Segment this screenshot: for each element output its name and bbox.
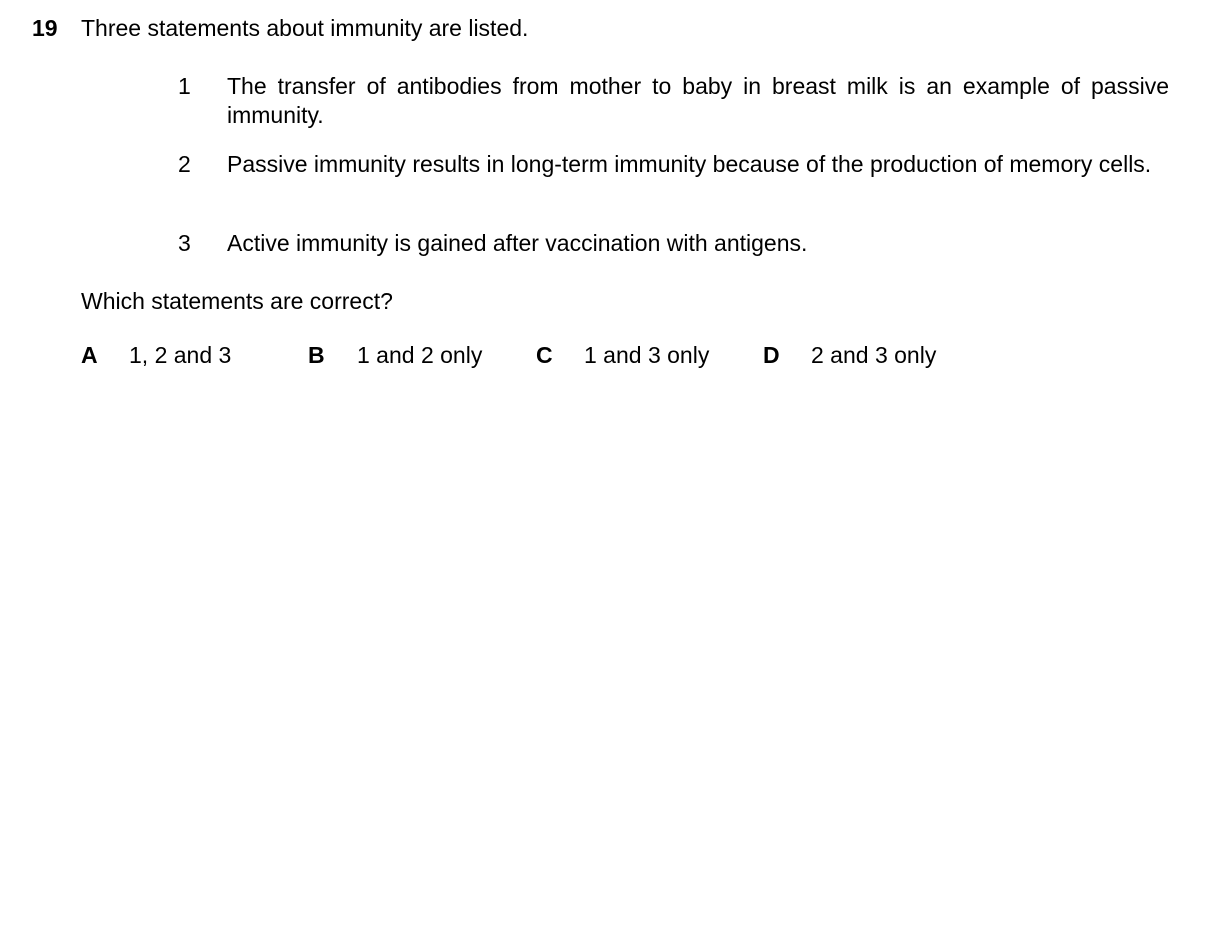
statement-number: 3 xyxy=(178,230,191,256)
question-prompt: Which statements are correct? xyxy=(81,288,393,314)
statement-number: 2 xyxy=(178,151,191,177)
answer-options xyxy=(81,341,981,371)
question-number: 19 xyxy=(32,15,58,41)
statement-text: Passive immunity results in long-term immunity because of the production of memory cells. xyxy=(227,151,1152,177)
option-a-text: 1, 2 and 3 xyxy=(129,342,232,368)
statement-text: The transfer of antibodies from mother to baby in breast milk is an example of passive immunity. xyxy=(227,73,1169,128)
option-a-letter: A xyxy=(81,342,98,368)
option-d-text: 2 and 3 only xyxy=(811,342,937,368)
option-b-letter: B xyxy=(308,342,325,368)
option-b-text: 1 and 2 only xyxy=(357,342,483,368)
statement-number: 1 xyxy=(178,73,191,99)
option-d-letter: D xyxy=(763,342,780,368)
statement-text: Active immunity is gained after vaccination with antigens. xyxy=(227,230,808,256)
option-c-letter: C xyxy=(536,342,553,368)
option-c-text: 1 and 3 only xyxy=(584,342,710,368)
question-stem: Three statements about immunity are listed. xyxy=(81,15,529,41)
